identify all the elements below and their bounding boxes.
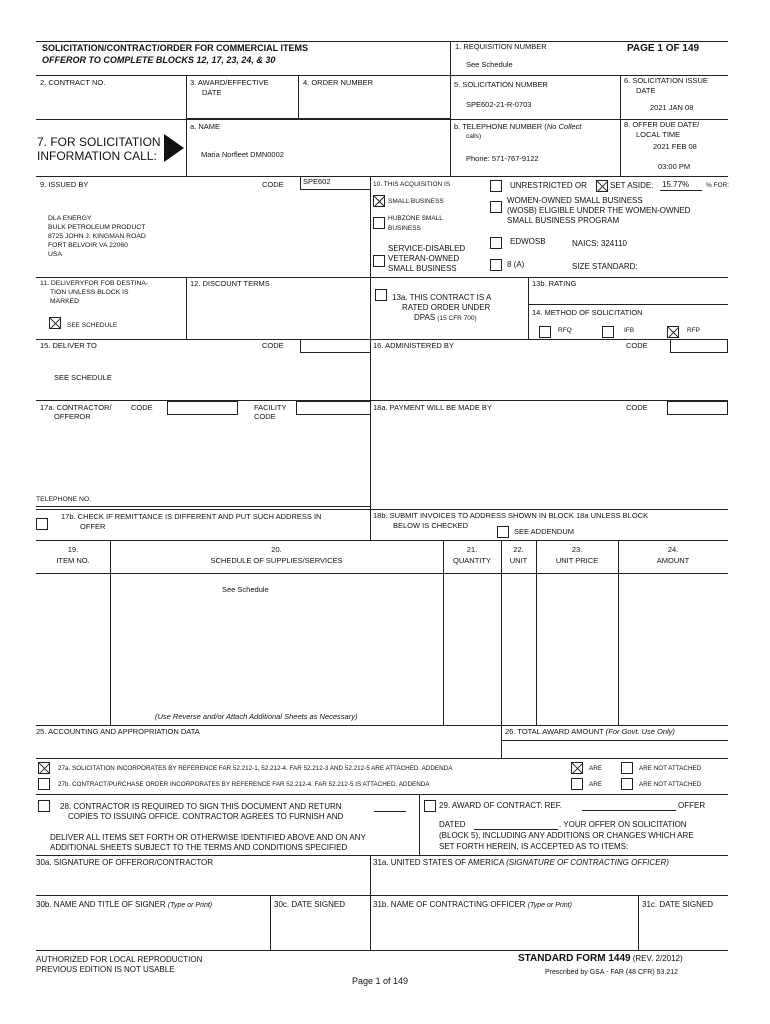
issue-date-label: 6. SOLICITATION ISSUE [624,76,708,85]
schedule-value: See Schedule [222,585,269,594]
date-signed-label: 30c. DATE SIGNED [274,900,345,909]
total-award-label: 26. TOTAL AWARD AMOUNT (For Govt. Use Only) [505,727,675,736]
rule [618,540,619,725]
issued-by-label: 9. ISSUED BY [40,180,89,189]
dated-label: DATED [439,820,466,829]
rule [36,855,728,856]
award-date-label-2: DATE [202,88,222,97]
col-unit: UNIT [509,556,528,565]
rule [36,540,728,541]
set-aside-checkbox[interactable] [596,180,608,192]
rfp-checkbox[interactable] [667,326,679,338]
issued-by-code-value: SPE602 [303,177,331,186]
rule [186,75,187,176]
wosb-checkbox[interactable] [490,201,502,213]
ifb-checkbox[interactable] [602,326,614,338]
administered-code-box [670,339,728,353]
rule [36,400,728,401]
rule [36,277,728,278]
deliver-to-value: SEE SCHEDULE [54,373,112,382]
rfp-label: RFP [687,327,700,334]
rule [501,540,502,758]
27b-are-label: ARE [589,781,602,788]
submit-invoices-label-2: BELOW IS CHECKED [393,521,469,530]
issue-date-value: 2021 JAN 08 [650,103,694,112]
issued-by-code-label: CODE [262,180,284,189]
contractor-code-box [167,401,238,415]
wosb-label-2: (WOSB) ELIGIBLE UNDER THE WOMEN-OWNED [507,206,691,215]
27b-are-not-checkbox[interactable] [621,778,633,790]
rule [36,895,728,896]
naics-label: NAICS: 324110 [572,239,627,248]
issue-date-label-2: DATE [636,86,656,95]
27a-are-checkbox[interactable] [571,762,583,774]
clause-27a-checkbox[interactable] [38,762,50,774]
facility-code-label-2: CODE [254,412,276,421]
issued-by-address: DLA ENERGY BULK PETROLEUM PRODUCT 8725 JOHN J. KINGMAN ROAD FORT BELVOIR VA 22060 USA [48,215,146,258]
clause-27b-label: 27b. CONTRACT/PURCHASE ORDER INCORPORATES BY REFERENCE FAR 52.212-4. FAR 52.212-5 IS ATTACHED. ADDENDA [58,781,430,788]
form-title: SOLICITATION/CONTRACT/ORDER FOR COMMERCIAL ITEMS [42,43,308,53]
rated-order-label-3: DPAS (15 CFR 700) [414,313,477,322]
award-label-2: (BLOCK 5), INCLUDING ANY ADDITIONS OR CHANGES WHICH ARE [439,831,694,840]
prescribed-label: Prescribed by GSA - FAR (48 CFR) 53.212 [545,969,679,976]
rule [36,758,728,759]
payment-label: 18a. PAYMENT WILL BE MADE BY [373,403,492,412]
hubzone-label: HUBZONE SMALL [388,215,443,222]
small-business-checkbox[interactable] [373,195,385,207]
sdvosb-checkbox[interactable] [373,255,385,267]
offeror-signature-label: 30a. SIGNATURE OF OFFEROR/CONTRACTOR [36,858,214,867]
rated-order-label-2: RATED ORDER UNDER [402,303,491,312]
acquisition-label: 10. THIS ACQUISITION IS [373,181,451,188]
rule [36,950,728,951]
rfq-checkbox[interactable] [539,326,551,338]
remittance-label: 17b. CHECK IF REMITTANCE IS DIFFERENT AND PUT SUCH ADDRESS IN [61,512,322,521]
solicitation-number-value: SPE602-21-R-0703 [466,100,532,109]
delivery-label-3: MARKED [50,298,80,305]
rule [443,540,444,725]
requisition-value: See Schedule [466,60,513,69]
payment-code-box [667,401,728,415]
27b-are-checkbox[interactable] [571,778,583,790]
clause-27a-label: 27a. SOLICITATION INCORPORATES BY REFERENCE FAR 52.212-1, 52.212-4. FAR 52.212-3 AND 52.212-5 ARE ATTACHED. ADDENDA [58,765,453,772]
col-item-no: ITEM NO. [56,556,90,565]
rule [36,509,728,510]
rule [536,540,537,725]
delivery-label: 11. DELIVERYFOR FOB DESTINA- [40,280,149,287]
col-unit-num: 22. [513,545,524,554]
solicitation-number-label: 5. SOLICITATION NUMBER [454,80,548,89]
telephone-label: b. TELEPHONE NUMBER (No Collect [454,122,582,131]
rule [36,794,728,795]
contractor-sign-label: 28. CONTRACTOR IS REQUIRED TO SIGN THIS DOCUMENT AND RETURN [60,802,342,811]
unrestricted-checkbox[interactable] [490,180,502,192]
ifb-label: IFB [624,327,635,334]
discount-terms-label: 12. DISCOUNT TERMS [190,279,270,288]
contact-name-value: Maria Norfleet DMN0002 [201,150,284,159]
col-quantity-num: 21. [466,545,478,554]
page-count: PAGE 1 OF 149 [627,43,700,54]
27a-are-not-label: ARE NOT ATTACHED [639,765,702,772]
rule [186,277,187,339]
set-aside-underline [660,190,702,191]
arrow-right-icon [164,134,184,162]
rule [528,304,728,305]
rule [370,855,371,950]
unrestricted-label: UNRESTRICTED OR [510,181,587,190]
sdvosb-label-3: SMALL BUSINESS [388,264,457,273]
eight-a-label: 8 (A) [507,260,525,269]
size-standard-label: SIZE STANDARD: [572,262,638,271]
rule [270,895,271,950]
standard-form-label: STANDARD FORM 1449 (REV. 2/2012) [518,953,683,964]
rule [638,895,639,950]
administered-by-label: 16. ADMINISTERED BY [373,341,454,350]
reverse-note: (Use Reverse and/or Attach Additional Sheets as Necessary) [155,712,358,721]
edwosb-label: EDWOSB [510,237,546,246]
signer-name-label: 30b. NAME AND TITLE OF SIGNER (Type or Print) [36,900,213,909]
usa-signature-label: 31a. UNITED STATES OF AMERICA (SIGNATURE OF CONTRACTING OFFICER) [373,858,669,867]
award-contract-label: 29. AWARD OF CONTRACT: REF. [439,801,562,810]
wosb-label-3: SMALL BUSINESS PROGRAM [507,216,620,225]
deliver-to-label: 15. DELIVER TO [40,341,97,350]
award-contract-checkbox[interactable] [424,800,436,812]
remittance-label-2: OFFER [80,522,106,531]
rated-order-label: 13a. THIS CONTRACT IS A [392,293,492,302]
rule [36,176,728,177]
rating-label: 13b. RATING [532,279,577,288]
col-quantity: QUANTITY [453,556,491,565]
hubzone-label-2: BUSINESS [388,225,421,232]
percent-for-label: % FOR: [706,182,730,189]
officer-date-signed-label: 31c. DATE SIGNED [642,900,713,909]
telephone-value: Phone: 571-767-9122 [466,154,539,163]
see-addendum-label: SEE ADDENDUM [514,527,575,536]
col-amount: AMOUNT [656,556,690,565]
requisition-label: 1. REQUISITION NUMBER [455,42,547,51]
rule [36,339,728,340]
rule [36,725,728,726]
dated-blank [474,829,558,830]
27a-are-not-checkbox[interactable] [621,762,633,774]
eight-a-checkbox[interactable] [490,259,502,271]
telephone-no-label: TELEPHONE NO. [36,496,92,503]
offer-label: OFFER [678,801,706,810]
due-date-label: 8. OFFER DUE DATE/ [624,120,700,129]
submit-invoices-label: 18b. SUBMIT INVOICES TO ADDRESS SHOWN IN BLOCK 18a UNLESS BLOCK [373,511,649,520]
col-schedule-num: 20. [271,545,282,554]
edwosb-checkbox[interactable] [490,237,502,249]
award-label-3: SET FORTH HEREIN, IS ACCEPTED AS TO ITEMS: [439,842,629,851]
rule [110,540,111,725]
solicitation-info-label-2: INFORMATION CALL: [37,149,157,163]
copies-blank [374,811,406,812]
set-aside-percent: 15.77% [662,180,690,189]
rule [620,75,621,177]
deliver-to-code-label: CODE [262,341,284,350]
your-offer-label: . YOUR OFFER ON SOLICITATION [559,820,687,829]
order-number-label: 4. ORDER NUMBER [303,78,374,87]
rule [36,41,728,42]
accounting-label: 25. ACCOUNTING AND APPROPRIATION DATA [36,727,200,736]
administered-code-label: CODE [626,341,648,350]
due-date-value: 2021 FEB 08 [653,142,697,151]
contractor-sign-label-2: COPIES TO ISSUING OFFICE. CONTRACTOR AGREES TO FURNISH AND [68,812,344,821]
telephone-label-2: calls) [466,133,482,140]
set-aside-label: SET ASIDE: [610,181,654,190]
due-time-value: 03:00 PM [658,162,691,171]
rfq-label: RFQ [558,327,572,334]
hubzone-checkbox[interactable] [373,217,385,229]
see-addendum-checkbox[interactable] [497,526,509,538]
sdvosb-label: SERVICE-DISABLED [388,244,466,253]
fob-see-schedule-checkbox[interactable] [49,317,61,329]
27a-are-label: ARE [589,765,602,772]
col-schedule: SCHEDULE OF SUPPLIES/SERVICES [210,556,343,565]
contract-no-label: 2. CONTRACT NO. [40,78,106,87]
solicitation-info-label: 7. FOR SOLICITATION [37,135,161,149]
facility-code-box [296,401,371,415]
delivery-label-2: TION UNLESS BLOCK IS [50,289,129,296]
col-unit-price-num: 23. [571,545,583,554]
rule [36,506,370,507]
sdvosb-label-2: VETERAN-OWNED [388,254,460,263]
rule [450,41,451,177]
remittance-checkbox[interactable] [36,518,48,530]
contractor-sign-checkbox[interactable] [38,800,50,812]
facility-code-label: FACILITY [254,403,287,412]
contractor-sign-label-3: DELIVER ALL ITEMS SET FORTH OR OTHERWISE IDENTIFIED ABOVE AND ON ANY [50,833,366,842]
rule [419,794,420,855]
fob-see-schedule-label: SEE SCHEDULE [67,322,118,329]
authorized-label: AUTHORIZED FOR LOCAL REPRODUCTION [36,955,203,964]
rule [370,509,371,540]
small-business-label: SMALL BUSINESS [388,198,444,205]
col-unit-price: UNIT PRICE [555,556,599,565]
award-date-label: 3. AWARD/EFFECTIVE [190,78,269,87]
payment-code-label: CODE [626,403,648,412]
contractor-code-label: CODE [131,403,153,412]
contact-name-label: a. NAME [190,122,221,131]
page-footer: Page 1 of 149 [352,976,409,986]
col-item-no-num: 19. [67,545,79,554]
contractor-label-2: OFFEROR [54,412,91,421]
rule [528,277,529,339]
clause-27b-checkbox[interactable] [38,778,50,790]
previous-edition-label: PREVIOUS EDITION IS NOT USABLE [36,965,175,974]
ref-blank [582,810,676,811]
contractor-label: 17a. CONTRACTOR/ [40,403,112,412]
rated-order-checkbox[interactable] [375,289,387,301]
col-amount-num: 24. [667,545,679,554]
27b-are-not-label: ARE NOT ATTACHED [639,781,702,788]
form-subtitle: OFFEROR TO COMPLETE BLOCKS 12, 17, 23, 24, & 30 [42,55,276,65]
method-label: 14. METHOD OF SOLICITATION [532,308,643,317]
rule [298,75,299,119]
deliver-to-code-box [300,339,371,353]
officer-name-label: 31b. NAME OF CONTRACTING OFFICER (Type or Print) [373,900,572,909]
contractor-sign-label-4: ADDITIONAL SHEETS SUBJECT TO THE TERMS AND CONDITIONS SPECIFIED [50,843,348,852]
rule [36,573,728,574]
due-date-label-2: LOCAL TIME [636,130,681,139]
wosb-label: WOMEN-OWNED SMALL BUSINESS [507,196,643,205]
rule [501,740,728,741]
